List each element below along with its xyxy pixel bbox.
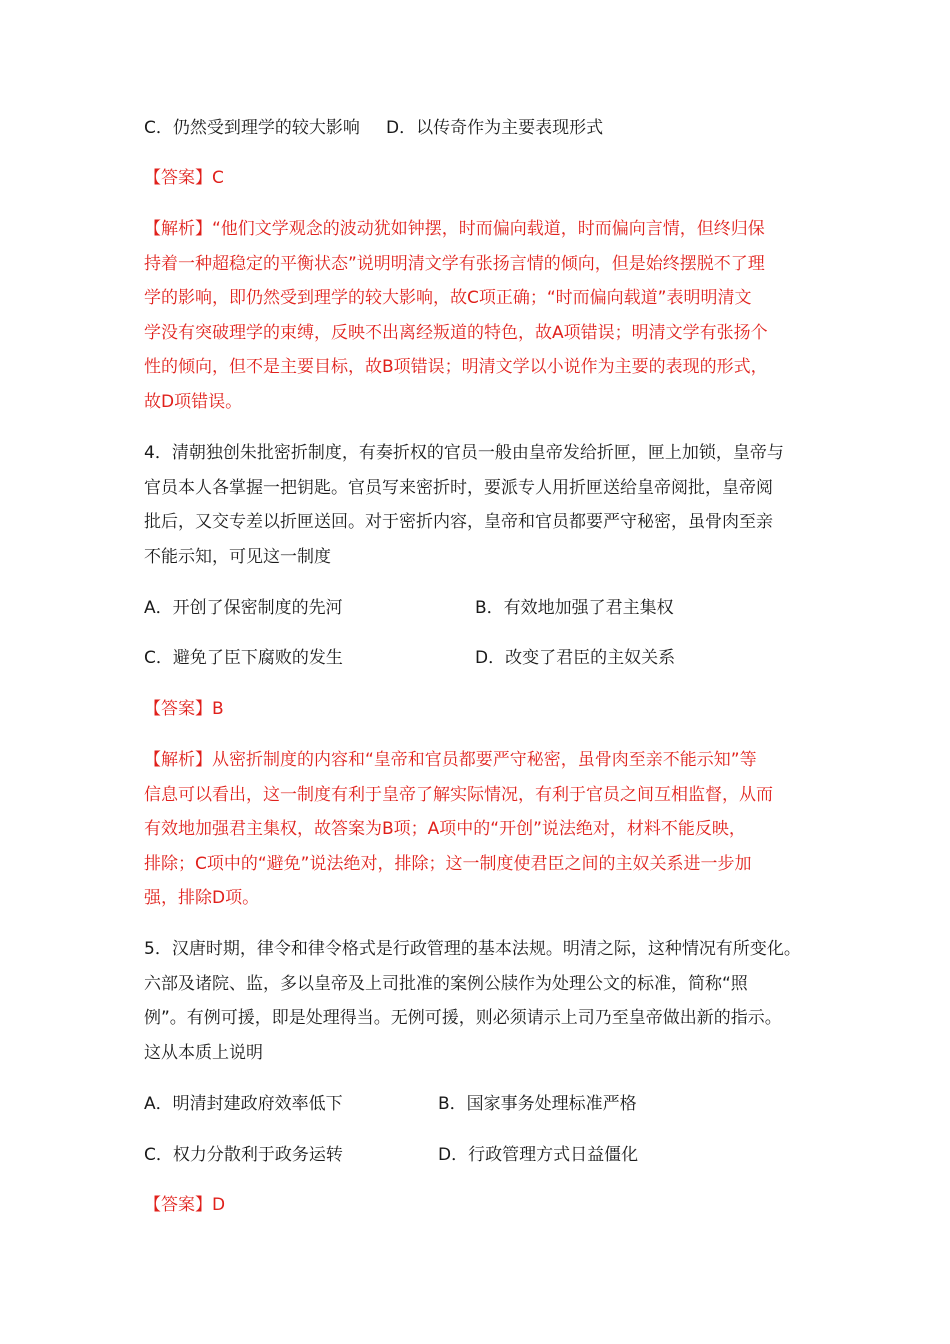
analysis-line: 强，排除D项。 xyxy=(144,888,260,908)
analysis-line: 故D项错误。 xyxy=(144,391,243,412)
q3-answer: 【答案】C xyxy=(144,168,224,188)
q3-analysis xyxy=(144,212,804,419)
stem-line: 官员本人各掌握一把钥匙。官员写来密折时，要派专人用折匣送给皇帝阅批，皇帝阅 xyxy=(144,477,773,498)
stem-line: 例”。有例可援，即是处理得当。无例可援，则必须请示上司乃至皇帝做出新的指示。 xyxy=(144,1008,782,1028)
analysis-line: 学没有突破理学的束缚，反映不出离经叛道的特色，故A项错误；明清文学有张扬个 xyxy=(144,322,768,343)
q5-option-b: B．国家事务处理标准严格 xyxy=(438,1094,637,1114)
analysis-line: 有效地加强君主集权，故答案为B项；A项中的“开创”说法绝对，材料不能反映， xyxy=(144,819,746,839)
analysis-line: 信息可以看出，这一制度有利于皇帝了解实际情况，有利于官员之间互相监督，从而 xyxy=(144,784,773,805)
stem-line: 5．汉唐时期，律令和律令格式是行政管理的基本法规。明清之际，这种情况有所变化。 xyxy=(144,939,801,959)
analysis-line: 【解析】“他们文学观念的波动犹如钟摆，时而偏向载道，时而偏向言情，但终归保 xyxy=(144,219,765,239)
q5-answer: 【答案】D xyxy=(144,1195,226,1215)
stem-line: 4．清朝独创朱批密折制度，有奏折权的官员一般由皇帝发给折匣，匣上加锁，皇帝与 xyxy=(144,443,784,463)
q4-stem xyxy=(144,436,804,574)
q3-option-c: C．仍然受到理学的较大影响 xyxy=(144,118,360,138)
q3-option-d: D．以传奇作为主要表现形式 xyxy=(386,118,604,138)
q4-option-b: B．有效地加强了君主集权 xyxy=(475,598,674,618)
q4-option-c: C．避免了臣下腐败的发生 xyxy=(144,648,343,668)
q4-option-d: D．改变了君臣的主奴关系 xyxy=(475,648,676,668)
q5-option-c: C．权力分散利于政务运转 xyxy=(144,1145,343,1165)
stem-line: 批后，又交专差以折匣送回。对于密折内容，皇帝和官员都要严守秘密，虽骨肉至亲 xyxy=(144,512,773,532)
q4-option-a: A．开创了保密制度的先河 xyxy=(144,598,343,618)
analysis-line: 排除；C项中的“避免”说法绝对，排除；这一制度使君臣之间的主奴关系进一步加 xyxy=(144,853,752,874)
analysis-line: 学的影响，即仍然受到理学的较大影响，故C项正确；“时而偏向载道”表明明清文 xyxy=(144,288,752,308)
q5-stem xyxy=(144,932,824,1070)
analysis-line: 性的倾向，但不是主要目标，故B项错误；明清文学以小说作为主要的表现的形式， xyxy=(144,357,768,377)
stem-line: 六部及诸院、监，多以皇帝及上司批准的案例公牍作为处理公文的标准，简称“照 xyxy=(144,973,748,994)
stem-line: 不能示知，可见这一制度 xyxy=(144,546,331,567)
analysis-line: 【解析】从密折制度的内容和“皇帝和官员都要严守秘密，虽骨肉至亲不能示知”等 xyxy=(144,750,757,770)
stem-line: 这从本质上说明 xyxy=(144,1042,263,1063)
q4-analysis xyxy=(144,743,804,916)
q5-option-d: D．行政管理方式日益僵化 xyxy=(438,1145,639,1165)
q4-answer: 【答案】B xyxy=(144,699,224,719)
q5-option-a: A．明清封建政府效率低下 xyxy=(144,1094,343,1114)
analysis-line: 持着一种超稳定的平衡状态”说明明清文学有张扬言情的倾向，但是始终摆脱不了理 xyxy=(144,253,765,274)
